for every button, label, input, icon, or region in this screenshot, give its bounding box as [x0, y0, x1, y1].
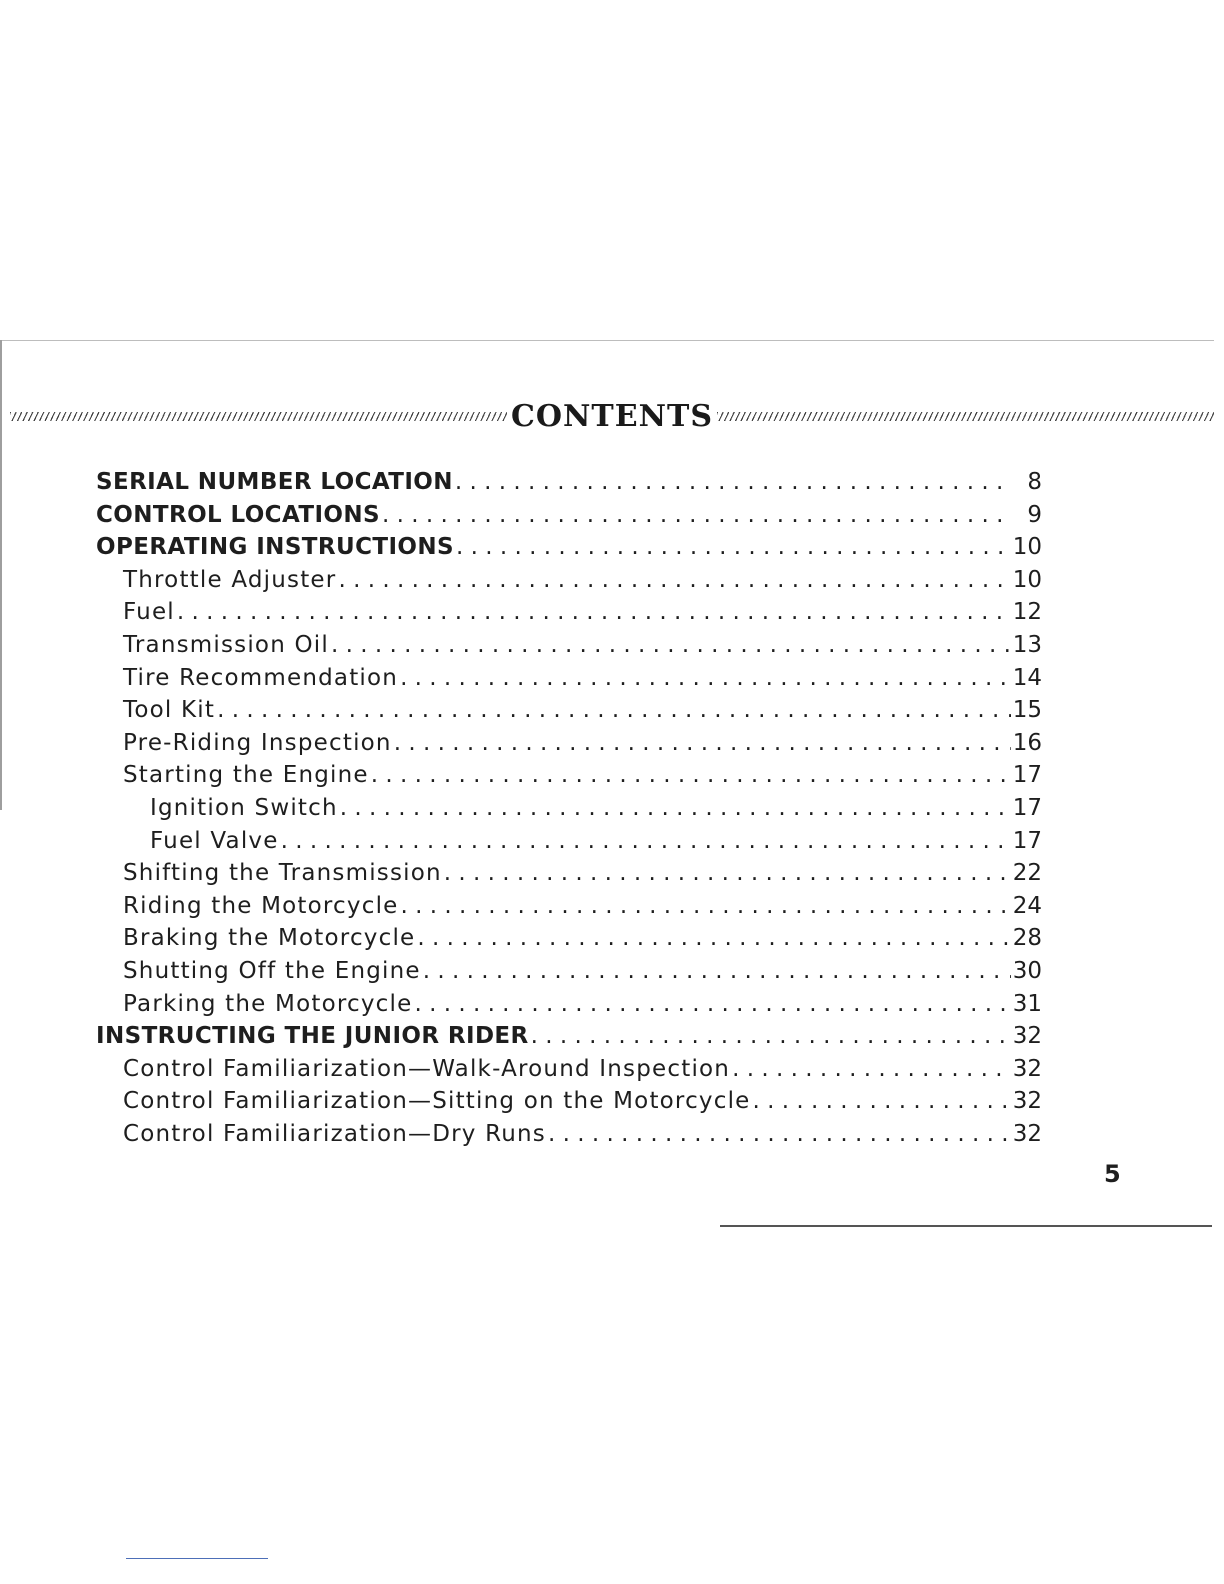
toc-entry-page: 9 — [1027, 501, 1042, 528]
hatch-right — [717, 412, 1214, 421]
toc-dot-leader — [394, 730, 1011, 756]
toc-entry-page: 10 — [1012, 566, 1042, 593]
toc-entry — [96, 730, 1042, 763]
toc-entry — [96, 1088, 1042, 1121]
toc-entry — [96, 697, 1042, 730]
toc-entry — [96, 860, 1042, 893]
toc-dot-leader — [177, 599, 1011, 625]
toc-entry-page: 32 — [1012, 1055, 1042, 1082]
toc-entry — [96, 665, 1042, 698]
toc-entry-page: 12 — [1012, 599, 1042, 626]
toc-entry-page: 17 — [1012, 827, 1042, 854]
toc-entry — [96, 632, 1042, 665]
toc-entry-label: Throttle Adjuster — [123, 566, 337, 593]
top-rule — [0, 340, 1214, 341]
toc-entry-page: 15 — [1012, 697, 1042, 724]
toc-entry — [96, 893, 1042, 926]
toc-entry — [96, 599, 1042, 632]
toc-entry-label: Control Familiarization—Dry Runs — [123, 1120, 546, 1147]
toc-entry-label: INSTRUCTING THE JUNIOR RIDER — [96, 1023, 529, 1050]
toc-entry — [96, 502, 1042, 535]
toc-entry-label: Fuel — [123, 599, 175, 626]
toc-dot-leader — [732, 1056, 1011, 1082]
toc-entry-label: CONTROL LOCATIONS — [96, 501, 380, 528]
toc-entry-page: 17 — [1012, 794, 1042, 821]
toc-dot-leader — [382, 502, 1012, 528]
toc-entry-page: 16 — [1012, 729, 1042, 756]
toc-entry — [96, 795, 1042, 828]
page-title: CONTENTS — [510, 398, 714, 434]
toc-entry — [96, 958, 1042, 991]
toc-dot-leader — [444, 860, 1011, 886]
toc-dot-leader — [753, 1088, 1011, 1114]
toc-dot-leader — [414, 991, 1010, 1017]
toc-entry-label: Shifting the Transmission — [123, 860, 442, 887]
toc-entry — [96, 567, 1042, 600]
page-left-edge — [0, 340, 2, 810]
toc-entry-page: 17 — [1012, 762, 1042, 789]
toc-entry-label: Parking the Motorcycle — [123, 990, 413, 1017]
page-number: 5 — [1104, 1160, 1121, 1188]
toc-entry — [96, 1023, 1042, 1056]
toc-dot-leader — [281, 828, 1011, 854]
toc-entry-page: 22 — [1012, 860, 1042, 887]
toc-entry-label: Fuel Valve — [150, 827, 279, 854]
toc-dot-leader — [331, 632, 1011, 658]
toc-entry-label: Shutting Off the Engine — [123, 957, 421, 984]
toc-dot-leader — [531, 1023, 1011, 1049]
toc-entry-label: Transmission Oil — [123, 631, 329, 658]
toc-entry-label: Starting the Engine — [123, 762, 369, 789]
toc-dot-leader — [456, 534, 1011, 560]
toc-entry-label: Braking the Motorcycle — [123, 925, 416, 952]
toc-entry — [96, 762, 1042, 795]
toc-entry — [96, 534, 1042, 567]
toc-dot-leader — [400, 665, 1011, 691]
toc-entry — [96, 828, 1042, 861]
footer-rule — [126, 1558, 268, 1559]
toc-entry — [96, 1056, 1042, 1089]
toc-entry-page: 24 — [1012, 892, 1042, 919]
toc-entry-page: 14 — [1012, 664, 1042, 691]
toc-entry — [96, 469, 1042, 502]
hatch-left — [10, 412, 507, 421]
toc-entry-page: 10 — [1012, 534, 1042, 561]
toc-entry-page: 28 — [1012, 925, 1042, 952]
toc-entry-label: Pre-Riding Inspection — [123, 729, 392, 756]
toc-entry — [96, 925, 1042, 958]
toc-entry-label: Control Familiarization—Walk-Around Inspection — [123, 1055, 731, 1082]
toc-entry-label: Tool Kit — [123, 697, 216, 724]
toc-entry-page: 31 — [1012, 990, 1042, 1017]
toc-entry-label: Ignition Switch — [150, 794, 338, 821]
toc-entry-page: 32 — [1012, 1023, 1042, 1050]
toc-dot-leader — [217, 697, 1011, 723]
toc-entry — [96, 991, 1042, 1024]
toc-entry-page: 32 — [1012, 1120, 1042, 1147]
contents-header — [10, 396, 1214, 436]
toc-entry-label: Tire Recommendation — [123, 664, 399, 691]
toc-entry-page: 8 — [1027, 469, 1042, 495]
toc-dot-leader — [417, 925, 1010, 951]
toc-dot-leader — [455, 469, 1012, 495]
toc-entry-page: 30 — [1012, 957, 1042, 984]
toc-dot-leader — [548, 1121, 1011, 1147]
bottom-rule — [720, 1225, 1212, 1227]
toc-entry-label: Riding the Motorcycle — [123, 892, 399, 919]
toc-entry-page: 13 — [1012, 631, 1042, 658]
toc-entry-page: 32 — [1012, 1088, 1042, 1115]
table-of-contents — [96, 469, 1042, 1153]
toc-dot-leader — [401, 893, 1011, 919]
toc-dot-leader — [371, 762, 1011, 788]
toc-dot-leader — [423, 958, 1011, 984]
toc-entry-label: SERIAL NUMBER LOCATION — [96, 469, 453, 495]
toc-dot-leader — [340, 795, 1011, 821]
toc-entry-label: OPERATING INSTRUCTIONS — [96, 534, 454, 561]
toc-entry — [96, 1121, 1042, 1154]
toc-dot-leader — [338, 567, 1010, 593]
toc-entry-label: Control Familiarization—Sitting on the Motorcycle — [123, 1088, 751, 1115]
